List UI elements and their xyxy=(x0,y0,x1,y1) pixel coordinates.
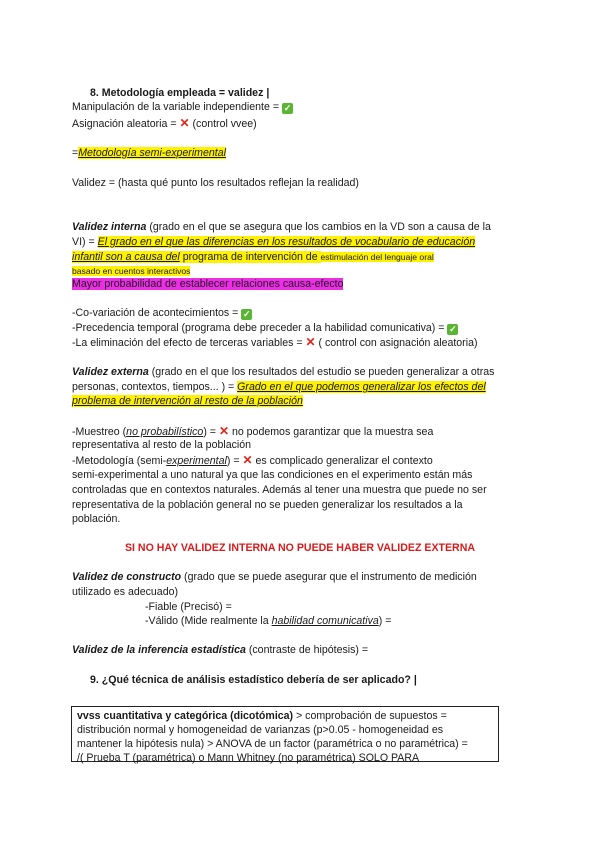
internal-validity-line4: basado en cuentos interactivos xyxy=(72,266,191,276)
methodology-line: =Metodología semi-experimental xyxy=(72,147,226,159)
internal-validity-line1: Validez interna (grado en el que se asegura que los cambios en la VD son a causa de la xyxy=(72,221,491,233)
internal-validity-line5: Mayor probabilidad de establecer relaciones causa-efecto xyxy=(72,278,344,290)
check-mark-icon: ✓ xyxy=(449,324,457,334)
internal-validity-line3: infantil son a causa del programa de intervención de estimulación del lenguaje oral xyxy=(72,251,434,263)
external-validity-line2: personas, contextos, tiempos... ) = Grado en el que podemos generalizar los efectos del xyxy=(72,381,486,393)
paragraph-line: semi-experimental a uno natural ya que las condiciones en el experimento están más xyxy=(72,469,473,481)
cross-mark-icon: ✕ xyxy=(242,453,253,467)
check-mark-icon: ✓ xyxy=(283,103,292,113)
cross-mark-icon: ✕ xyxy=(218,424,229,438)
box-line: mantener la hipótesis nula) > ANOVA de un factor (paramétrica o no paramétrica) = xyxy=(77,738,468,750)
construct-validity-line2: utilizado es adecuado) xyxy=(72,586,179,598)
paragraph-line: población. xyxy=(72,513,121,525)
internal-validity-line2: VI) = El grado en el que las diferencias en los resultados de vocabulario de educación xyxy=(72,236,476,248)
box-line: /( Prueba T (paramétrica) o Mann Whitney (no paramétrica) SOLO PARA xyxy=(77,752,420,764)
valid-item: -Válido (Mide realmente la habilidad comunicativa) = xyxy=(145,615,392,627)
random-assignment-line: Asignación aleatoria = ✕ (control vvee) xyxy=(72,116,257,130)
section-8-heading: 8. Metodología empleada = validez | xyxy=(90,87,270,99)
reliable-item: -Fiable (Precisó) = xyxy=(145,601,232,613)
check-mark-icon: ✓ xyxy=(243,309,251,319)
analysis-box xyxy=(71,706,499,762)
criterion-precedence: -Precedencia temporal (programa debe preceder a la habilidad comunicativa) = ✓ xyxy=(72,322,457,334)
sampling-line: -Muestreo (no probabilístico) = ✕ no podemos garantizar que la muestra sea xyxy=(72,424,434,438)
section-9-heading: 9. ¿Qué técnica de análisis estadístico debería de ser aplicado? | xyxy=(90,674,417,686)
external-validity-line1: Validez externa (grado en el que los resultados del estudio se pueden generalizar a otras xyxy=(72,366,495,378)
construct-validity-line1: Validez de constructo (grado que se puede asegurar que el instrumento de medición xyxy=(72,571,477,583)
cross-mark-icon: ✕ xyxy=(305,335,316,349)
cross-mark-icon: ✕ xyxy=(179,116,190,130)
box-line: distribución normal y homogeneidad de varianzas (p>0.05 - homogeneidad es xyxy=(77,724,444,736)
box-line: vvss cuantitativa y categórica (dicotómica) > comprobación de supuestos = xyxy=(77,710,447,722)
criterion-covariation: -Co-variación de acontecimientos = ✓ xyxy=(72,307,251,319)
sampling-line2: representativa al resto de la población xyxy=(72,439,252,451)
manipulation-line: Manipulación de la variable independiente = ✓ xyxy=(72,101,292,113)
methodology-item-line: -Metodología (semi-experimental) = ✕ es complicado generalizar el contexto xyxy=(72,453,433,467)
methodology-highlight: Metodología semi-experimental xyxy=(78,147,226,159)
criterion-third-variables: -La eliminación del efecto de terceras variables = ✕ ( control con asignación aleatoria) xyxy=(72,335,478,349)
validity-warning: SI NO HAY VALIDEZ INTERNA NO PUEDE HABER VALIDEZ EXTERNA xyxy=(124,542,476,554)
inference-validity-line: Validez de la inferencia estadística (contraste de hipótesis) = xyxy=(72,644,369,656)
paragraph-line: controladas que en contextos naturales. Además al tener una muestra que puede no ser xyxy=(72,484,487,496)
validity-definition: Validez = (hasta qué punto los resultados reflejan la realidad) xyxy=(72,177,359,189)
paragraph-line: representativa de la población general no se pueden generalizar los resultados a la xyxy=(72,499,463,511)
external-validity-line3: problema de intervención al resto de la población xyxy=(72,395,303,407)
